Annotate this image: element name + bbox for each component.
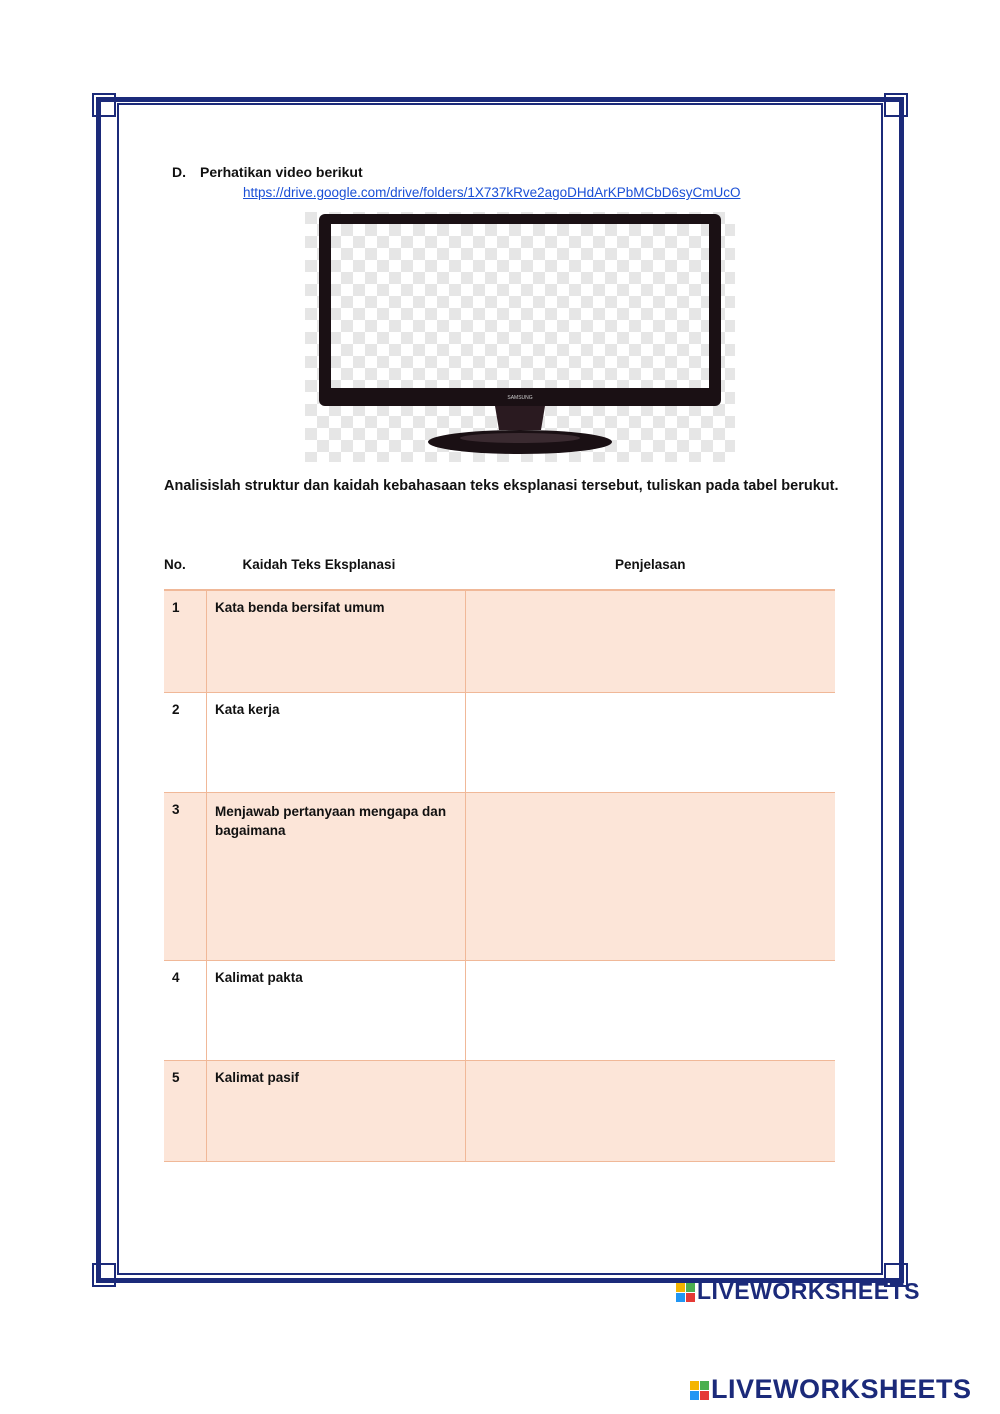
row-penjelasan-field[interactable] bbox=[466, 590, 836, 692]
instruction-text: Analisislah struktur dan kaidah kebahasaan teks eksplanasi tersebut, tuliskan pada tabel berukut. bbox=[164, 478, 839, 494]
header-penjelasan: Penjelasan bbox=[614, 556, 686, 572]
liveworksheets-logo-footer bbox=[690, 1374, 972, 1405]
table-row bbox=[164, 692, 835, 792]
section-letter: D. bbox=[172, 164, 186, 180]
corner-ornament-top-right bbox=[884, 93, 908, 117]
row-penjelasan-field[interactable] bbox=[466, 960, 836, 1060]
row-kaidah: Menjawab pertanyaan mengapa dan bagaimana bbox=[207, 792, 466, 960]
row-number: 4 bbox=[164, 960, 207, 1060]
header-kaidah: Kaidah Teks Eksplanasi bbox=[242, 556, 396, 572]
logo-text: LIVEWORKSHEETS bbox=[697, 1278, 920, 1304]
table-row bbox=[164, 960, 835, 1060]
monitor-image bbox=[305, 212, 735, 462]
row-penjelasan-field[interactable] bbox=[466, 792, 836, 960]
monitor-icon bbox=[305, 212, 735, 462]
monitor-brand: SAMSUNG bbox=[507, 395, 533, 401]
liveworksheets-logo-inner bbox=[676, 1278, 920, 1305]
section-title-text: Perhatikan video berikut bbox=[200, 164, 363, 180]
row-kaidah: Kata kerja bbox=[207, 692, 466, 792]
row-number: 2 bbox=[164, 692, 207, 792]
table-row bbox=[164, 590, 835, 692]
row-penjelasan-field[interactable] bbox=[466, 1060, 836, 1161]
row-number: 5 bbox=[164, 1060, 207, 1161]
corner-ornament-top-left bbox=[92, 93, 116, 117]
row-kaidah: Kata benda bersifat umum bbox=[207, 590, 466, 692]
video-link[interactable]: https://drive.google.com/drive/folders/1X737kRve2agoDHdArKPbMCbD6syCmUcO bbox=[243, 185, 741, 200]
row-kaidah: Kalimat pakta bbox=[207, 960, 466, 1060]
row-number: 3 bbox=[164, 792, 207, 960]
section-heading bbox=[172, 164, 363, 180]
corner-ornament-bottom-left bbox=[92, 1263, 116, 1287]
header-no: No. bbox=[164, 556, 186, 572]
logo-text: LIVEWORKSHEETS bbox=[711, 1374, 972, 1404]
logo-badge-icon bbox=[690, 1381, 709, 1400]
row-penjelasan-field[interactable] bbox=[466, 692, 836, 792]
row-kaidah: Kalimat pasif bbox=[207, 1060, 466, 1161]
analysis-table bbox=[164, 553, 835, 1162]
table-row bbox=[164, 1060, 835, 1161]
table-row bbox=[164, 792, 835, 960]
logo-badge-icon bbox=[676, 1283, 695, 1302]
row-number: 1 bbox=[164, 590, 207, 692]
